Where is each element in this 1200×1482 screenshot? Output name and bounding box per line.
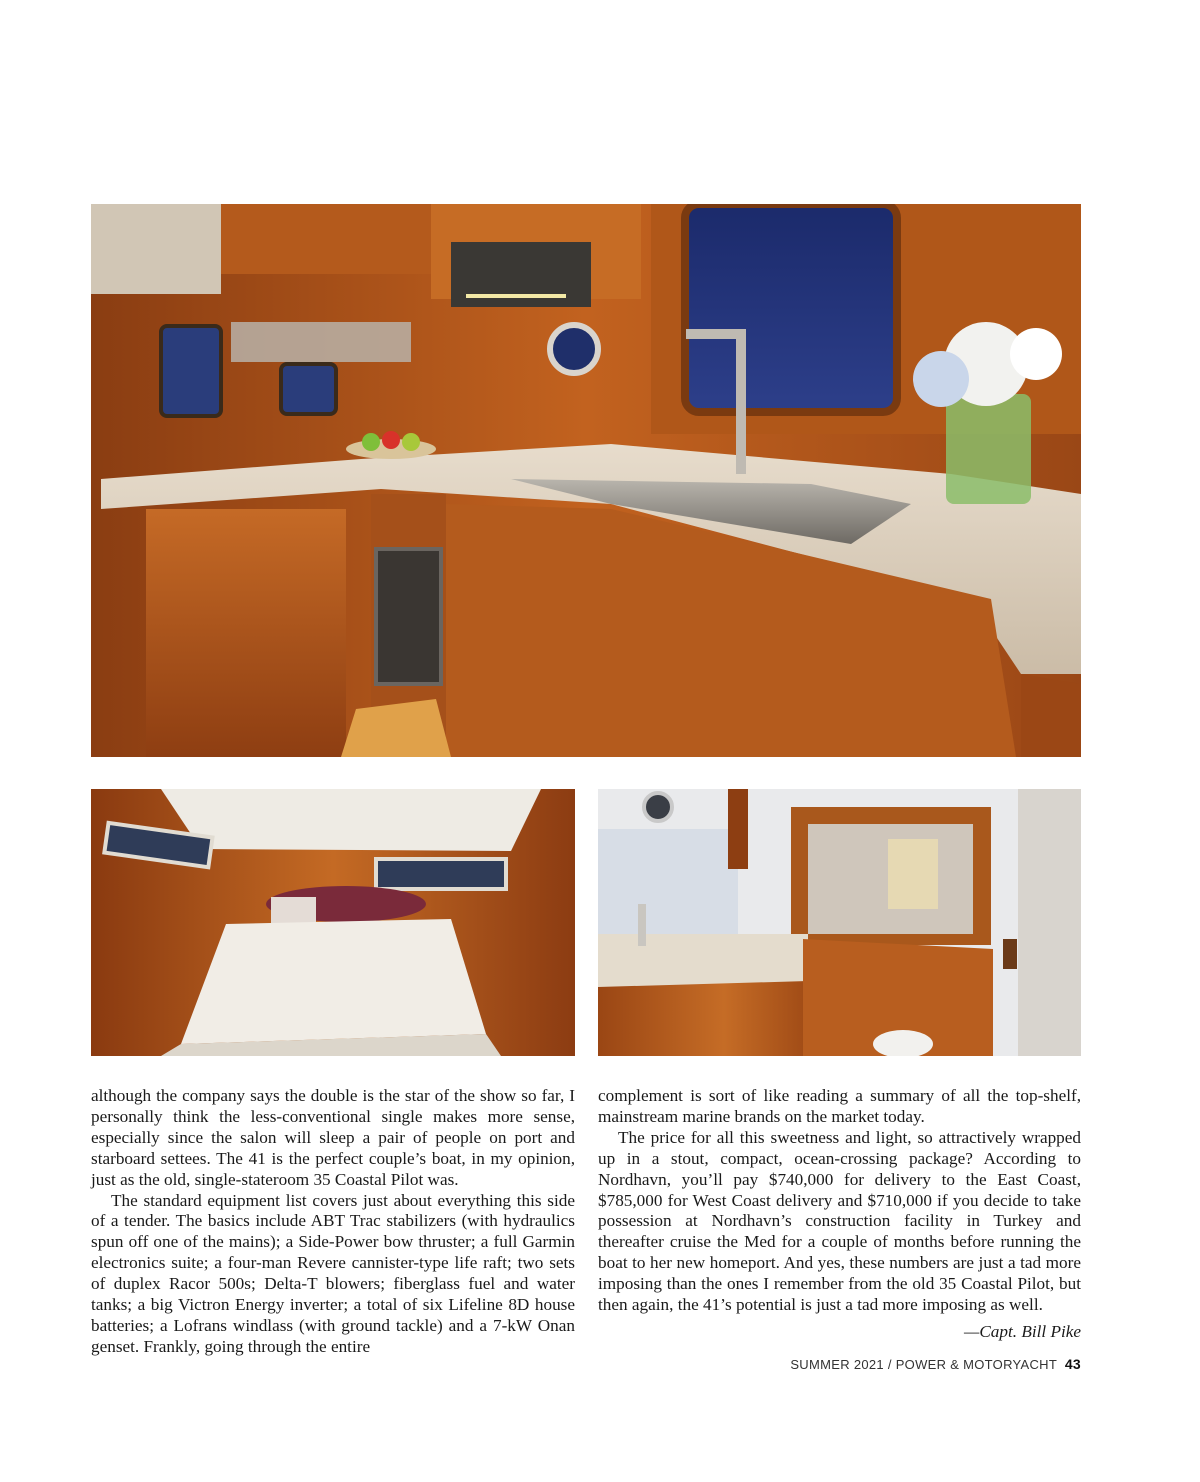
paragraph: although the company says the double is the star of the show so far, I personally think the less-conventional single makes more sense, especially since the salon will sleep a pair of people on port and starboard settees. The 41 is the perfect couple’s boat, in my opinion, just as the old, single-stateroom 35 Coastal Pilot was. [91,1086,575,1189]
page-footer [790,1356,1081,1372]
magazine-name: POWER & MOTORYACHT [895,1357,1057,1372]
page-number: 43 [1064,1356,1081,1372]
article-column-right [598,1086,1081,1343]
byline: —Capt. Bill Pike [964,1321,1081,1341]
head-photo [598,789,1081,1056]
footer-separator: / [887,1357,892,1372]
article-column-left [91,1086,575,1358]
paragraph: The price for all this sweetness and light, so attractively wrapped up in a stout, compact, ocean-crossing package? According to Nordhavn, you’ll pay $740,000 for delivery to the East Coast, $785,000 for West Coast delivery and $710,000 if you decide to take possession at Nordhavn’s construction facility in Turkey and thereafter cruise the Med for a couple of months before running the boat to her new homeport. And yes, these numbers are just a tad more imposing than the ones I remember from the old 35 Coastal Pilot, but then again, the 41’s potential is just a tad more imposing as well. [598,1127,1081,1315]
galley-photo [91,204,1081,757]
issue-label: SUMMER 2021 [790,1357,884,1372]
stateroom-photo [91,789,575,1056]
paragraph: The standard equipment list covers just about everything this side of a tender. The basics include ABT Trac stabilizers (with hydraulics spun off one of the mains); a Side-Power bow thruster; a full Garmin electronics suite; a four-man Revere cannister-type life raft; two sets of duplex Racor 500s; Delta-T blowers; fiberglass fuel and water tanks; a big Victron Energy inverter; a total of six Lifeline 8D house batteries; a Lofrans windlass (with ground tackle) and a 7-kW Onan genset. Frankly, going through the entire [91,1190,575,1356]
paragraph: complement is sort of like reading a summary of all the top-shelf, mainstream marine brands on the market today. [598,1086,1081,1126]
